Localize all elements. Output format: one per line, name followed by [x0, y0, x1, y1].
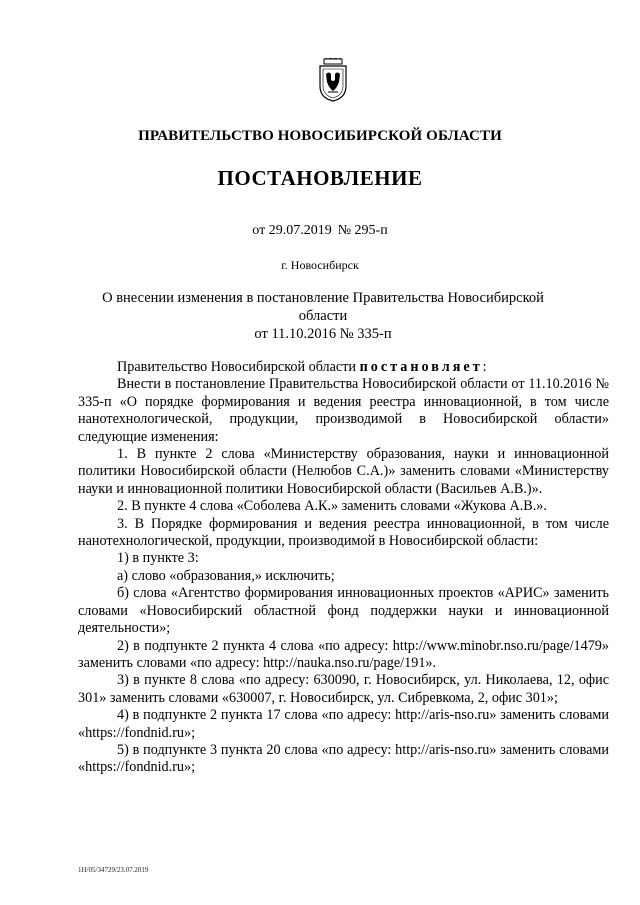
- body-paragraph: 4) в подпункте 2 пункта 17 слова «по адресу: http://aris-nso.ru» заменить словами «https://fondnid.ru»;: [78, 707, 609, 741]
- document-footer-code: 1Н/05/34729/23.07.2019: [78, 866, 149, 874]
- body-paragraph: 3. В Порядке формирования и ведения реестра инновационной, в том числе нанотехнологической, продукции, производимой в Новосибирской области:: [78, 515, 609, 550]
- body-paragraph: 1. В пункте 2 слова «Министерству образования, науки и инновационной политики Новосибирской области (Нелюбов С.А.)» заменить словами «Министерству науки и инновационной политики Новосибирской области (Васильев А.В.)».: [78, 446, 609, 497]
- document-body: [78, 359, 609, 777]
- body-paragraph: Внести в постановление Правительства Новосибирской области от 11.10.2016 № 335-п «О порядке формирования и ведения реестра инновационной, в том числе нанотехнологической, продукции, производимой в Новосибирской области» следующие изменения:: [78, 376, 609, 445]
- government-title: ПРАВИТЕЛЬСТВО НОВОСИБИРСКОЙ ОБЛАСТИ: [138, 128, 502, 144]
- intro-prefix: Правительство Новосибирской области: [117, 359, 357, 375]
- body-paragraph: 3) в пункте 8 слова «по адресу: 630090, г. Новосибирск, ул. Николаева, 12, офис 301» заменить словами «630007, г. Новосибирск, ул. Сибревкома, 2, офис 301»;: [78, 672, 609, 706]
- document-city: г. Новосибирск: [281, 258, 359, 272]
- document-date: от 29.07.2019: [252, 223, 332, 238]
- coat-of-arms-icon: [319, 58, 347, 102]
- subject-line-2: от 11.10.2016 № 335-п: [254, 326, 392, 342]
- intro-suffix: :: [482, 359, 487, 375]
- intro-keyword: постановляет: [359, 359, 483, 375]
- document-type: ПОСТАНОВЛЕНИЕ: [217, 166, 423, 190]
- body-paragraph: 2. В пункте 4 слова «Соболева А.К.» заменить словами «Жукова А.В.».: [117, 498, 547, 515]
- document-number: № 295-п: [337, 223, 388, 238]
- document-date-number: [0, 223, 640, 239]
- body-paragraph: 2) в подпункте 2 пункта 4 слова «по адресу: http://www.minobr.nso.ru/page/1479» заменить словами «по адресу: http://nauka.nso.ru/page/191».: [78, 637, 609, 671]
- intro-paragraph: [78, 359, 609, 376]
- body-paragraph: 1) в пункте 3:: [117, 550, 199, 567]
- body-paragraph: 5) в подпункте 3 пункта 20 слова «по адресу: http://aris-nso.ru» заменить словами «https://fondnid.ru»;: [78, 741, 609, 776]
- body-paragraph: а) слово «образования,» исключить;: [117, 567, 335, 584]
- body-paragraph: б) слова «Агентство формирования инновационных проектов «АРИС» заменить словами «Новосибирский областной фонд поддержки науки и инновационной деятельности»;: [78, 585, 609, 637]
- subject-line-1: О внесении изменения в постановление Правительства Новосибирской области: [102, 290, 544, 324]
- document-subject: [78, 289, 568, 343]
